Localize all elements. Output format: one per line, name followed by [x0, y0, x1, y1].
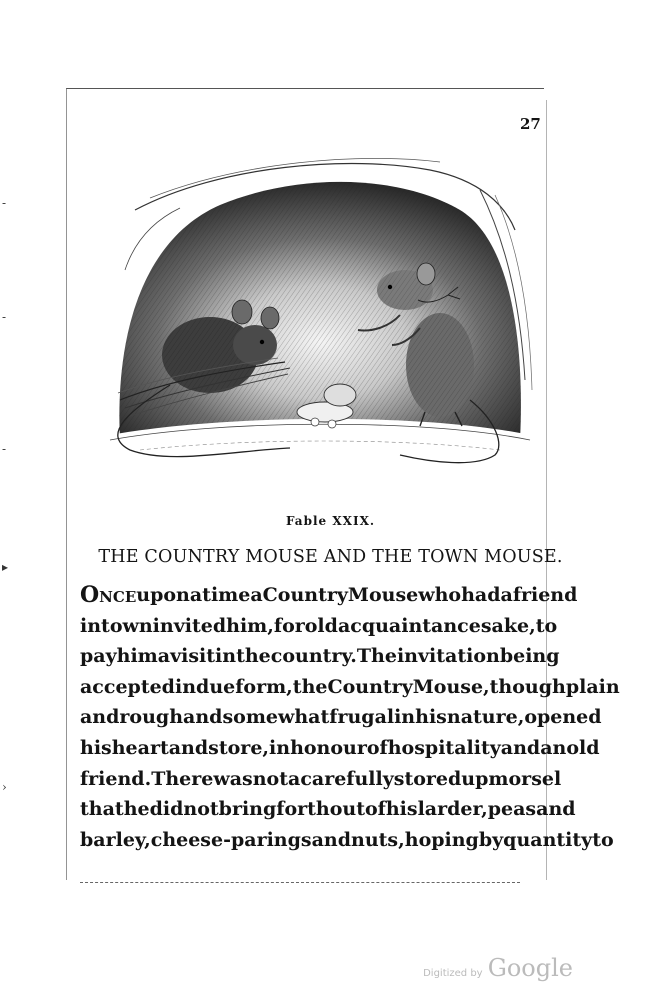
- word: hospitality: [387, 736, 501, 759]
- word: cheese-parings: [150, 828, 312, 851]
- word: being: [499, 645, 560, 668]
- word: The: [356, 645, 397, 668]
- word: morsel: [488, 767, 562, 790]
- mice-illustration: [100, 150, 538, 485]
- word: due: [196, 675, 236, 698]
- word: Mouse,: [412, 675, 490, 698]
- word: invited: [152, 614, 227, 637]
- page-border-top: [66, 88, 544, 89]
- word: in: [174, 675, 197, 698]
- word: his: [385, 798, 418, 821]
- word: that: [80, 798, 124, 821]
- page-border-bottom: [80, 882, 520, 883]
- word: a: [250, 584, 263, 606]
- fable-body: [80, 580, 620, 855]
- google-logo: Google: [487, 954, 573, 982]
- google-watermark: [423, 954, 573, 982]
- word: store,: [208, 736, 270, 759]
- word: barley,: [80, 828, 151, 851]
- word: the: [236, 645, 271, 668]
- word: was: [213, 767, 253, 790]
- text-line: [80, 764, 562, 795]
- word: heart: [111, 736, 169, 759]
- word: form,: [235, 675, 293, 698]
- word: sake,: [480, 614, 536, 637]
- text-line: [80, 825, 614, 856]
- word: hoping: [404, 828, 479, 851]
- word: larder,: [417, 798, 488, 821]
- word: out: [329, 798, 365, 821]
- drop-cap-word: [80, 580, 136, 611]
- word: a: [157, 645, 171, 668]
- fable-number: Fable XXIX.: [285, 514, 376, 528]
- word: friend.: [80, 767, 152, 790]
- margin-tick: ›: [2, 780, 7, 794]
- word: not: [252, 767, 288, 790]
- word: rough: [119, 706, 184, 729]
- word: his: [80, 736, 112, 759]
- word: of: [366, 736, 388, 759]
- page-border-left: [66, 88, 67, 880]
- word: upon: [136, 584, 190, 606]
- word: old: [566, 736, 600, 759]
- word: and: [536, 798, 576, 821]
- word: in: [269, 736, 291, 759]
- word: up: [461, 767, 489, 790]
- word: and: [311, 828, 352, 851]
- text-line: [80, 672, 620, 703]
- word: old: [304, 614, 338, 637]
- word: peas: [487, 798, 537, 821]
- margin-tick: -: [2, 196, 7, 210]
- word: accepted: [80, 675, 175, 698]
- word: Country: [262, 584, 348, 606]
- word: somewhat: [222, 706, 330, 729]
- margin-tick: ▸: [2, 560, 9, 574]
- word: quantity: [503, 828, 593, 851]
- fable-title: THE COUNTRY MOUSE AND THE TOWN MOUSE.: [98, 547, 563, 567]
- word: who: [418, 584, 462, 606]
- drop-cap: O: [80, 582, 100, 608]
- word: carefully: [300, 767, 394, 790]
- text-line: [80, 733, 600, 764]
- word: in: [80, 614, 102, 637]
- text-line: [80, 702, 602, 733]
- word: Country: [327, 675, 413, 698]
- word: honour: [290, 736, 367, 759]
- word: friend: [512, 584, 578, 606]
- word: the: [292, 675, 328, 698]
- word: Mouse: [347, 584, 419, 606]
- word: invitation: [396, 645, 500, 668]
- word: by: [478, 828, 504, 851]
- word: and: [500, 736, 541, 759]
- word: plain: [565, 675, 620, 698]
- word: nature,: [446, 706, 525, 729]
- text-line: [80, 794, 576, 825]
- word: had: [461, 584, 501, 606]
- word: forth: [276, 798, 330, 821]
- word: country.: [270, 645, 357, 668]
- word: time: [202, 584, 251, 606]
- word: in: [394, 706, 416, 729]
- word: There: [151, 767, 214, 790]
- word: of: [365, 798, 386, 821]
- word: did: [149, 798, 184, 821]
- word: in: [215, 645, 237, 668]
- small-caps: NCE: [99, 588, 137, 606]
- text-line: [80, 611, 558, 642]
- page-number: 27: [520, 115, 541, 133]
- word: stored: [393, 767, 462, 790]
- margin-tick: -: [2, 310, 7, 324]
- word: visit: [170, 645, 216, 668]
- word: him: [116, 645, 158, 668]
- word: his: [415, 706, 447, 729]
- word: a: [288, 767, 301, 790]
- word: for: [273, 614, 305, 637]
- word: he: [123, 798, 150, 821]
- word: town: [101, 614, 153, 637]
- watermark-prefix: Digitized by: [423, 968, 483, 979]
- word: and: [183, 706, 223, 729]
- word: a: [500, 584, 513, 606]
- word: opened: [524, 706, 602, 729]
- word: to: [592, 828, 614, 851]
- word: bring: [218, 798, 277, 821]
- word: nuts,: [351, 828, 405, 851]
- margin-tick: -: [2, 442, 7, 456]
- word: not: [183, 798, 219, 821]
- word: though: [489, 675, 566, 698]
- text-line: [80, 641, 560, 672]
- word: acquaintance: [337, 614, 481, 637]
- word: pay: [80, 645, 117, 668]
- word: him,: [226, 614, 274, 637]
- word: frugal: [329, 706, 395, 729]
- word: and: [80, 706, 120, 729]
- word: and: [168, 736, 209, 759]
- word: an: [540, 736, 567, 759]
- word: to: [535, 614, 558, 637]
- word: a: [189, 584, 203, 606]
- text-line: [80, 580, 578, 611]
